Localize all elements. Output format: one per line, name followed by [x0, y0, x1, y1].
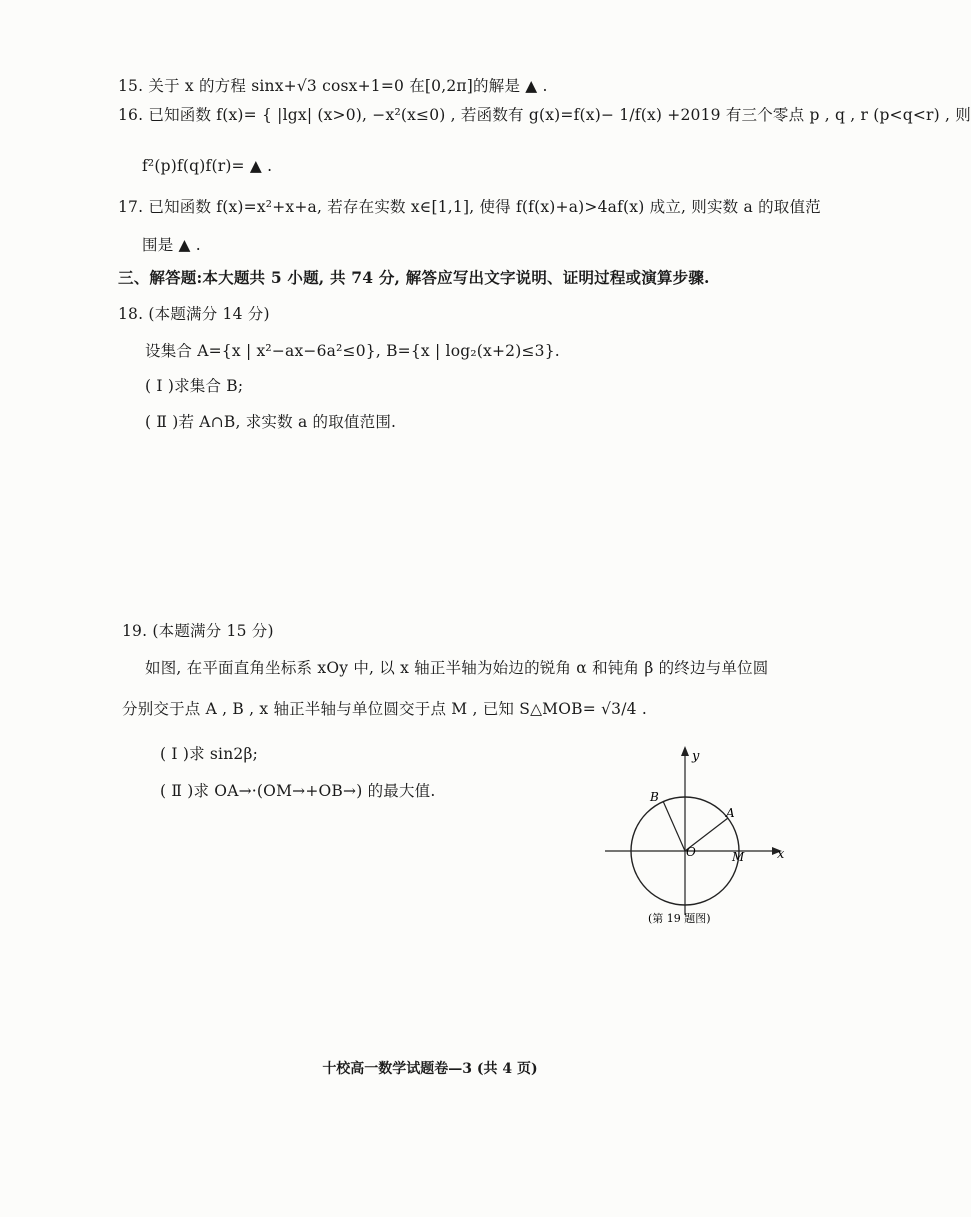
problem-19-body-line1: 如图, 在平面直角坐标系 xOy 中, 以 x 轴正半轴为始边的锐角 α 和钝角 β 的终边与单位圆	[145, 659, 769, 677]
figure-caption: (第 19 题图)	[648, 912, 711, 925]
unit-circle-figure	[600, 740, 800, 925]
problem-19-body-line2: 分别交于点 A , B , x 轴正半轴与单位圆交于点 M , 已知 S△MOB= √3/4 .	[122, 700, 647, 718]
section-3-heading: 三、解答题:本大题共 5 小题, 共 74 分, 解答应写出文字说明、证明过程或演算步骤.	[118, 268, 710, 287]
problem-19-part-ii: ( Ⅱ )求 OA→·(OM→+OB→) 的最大值.	[160, 782, 436, 800]
problem-16-line1: 16. 已知函数 f(x)= { |lgx| (x>0), −x²(x≤0) , 若函数有 g(x)=f(x)− 1/f(x) +2019 有三个零点 p , q , r (p<q<r) , 则	[118, 106, 971, 124]
ray-ob	[663, 801, 685, 851]
y-axis-arrow	[681, 746, 689, 756]
problem-17-line2: 围是 ▲ .	[142, 236, 201, 254]
label-m: M	[732, 850, 745, 864]
problem-19-part-i: ( Ⅰ )求 sin2β;	[160, 745, 259, 763]
label-o: O	[686, 845, 696, 859]
problem-18-part-i: ( Ⅰ )求集合 B;	[145, 377, 244, 395]
problem-15: 15. 关于 x 的方程 sinx+√3 cosx+1=0 在[0,2π]的解是 ▲ .	[118, 77, 548, 95]
page-footer: 十校高一数学试题卷—3 (共 4 页)	[322, 1061, 538, 1077]
problem-19-heading: 19. (本题满分 15 分)	[122, 622, 274, 640]
problem-18-body: 设集合 A={x | x²−ax−6a²≤0}, B={x | log₂(x+2)≤3}.	[145, 342, 560, 360]
label-y: y	[692, 749, 700, 764]
problem-16-line2: f²(p)f(q)f(r)= ▲ .	[142, 157, 273, 175]
problem-17-line1: 17. 已知函数 f(x)=x²+x+a, 若存在实数 x∈[1,1], 使得 f(f(x)+a)>4af(x) 成立, 则实数 a 的取值范	[118, 198, 821, 216]
label-x: x	[777, 847, 785, 862]
label-a: A	[726, 806, 735, 820]
problem-18-heading: 18. (本题满分 14 分)	[118, 305, 270, 323]
label-b: B	[650, 790, 659, 804]
problem-18-part-ii: ( Ⅱ )若 A∩B, 求实数 a 的取值范围.	[145, 413, 397, 431]
